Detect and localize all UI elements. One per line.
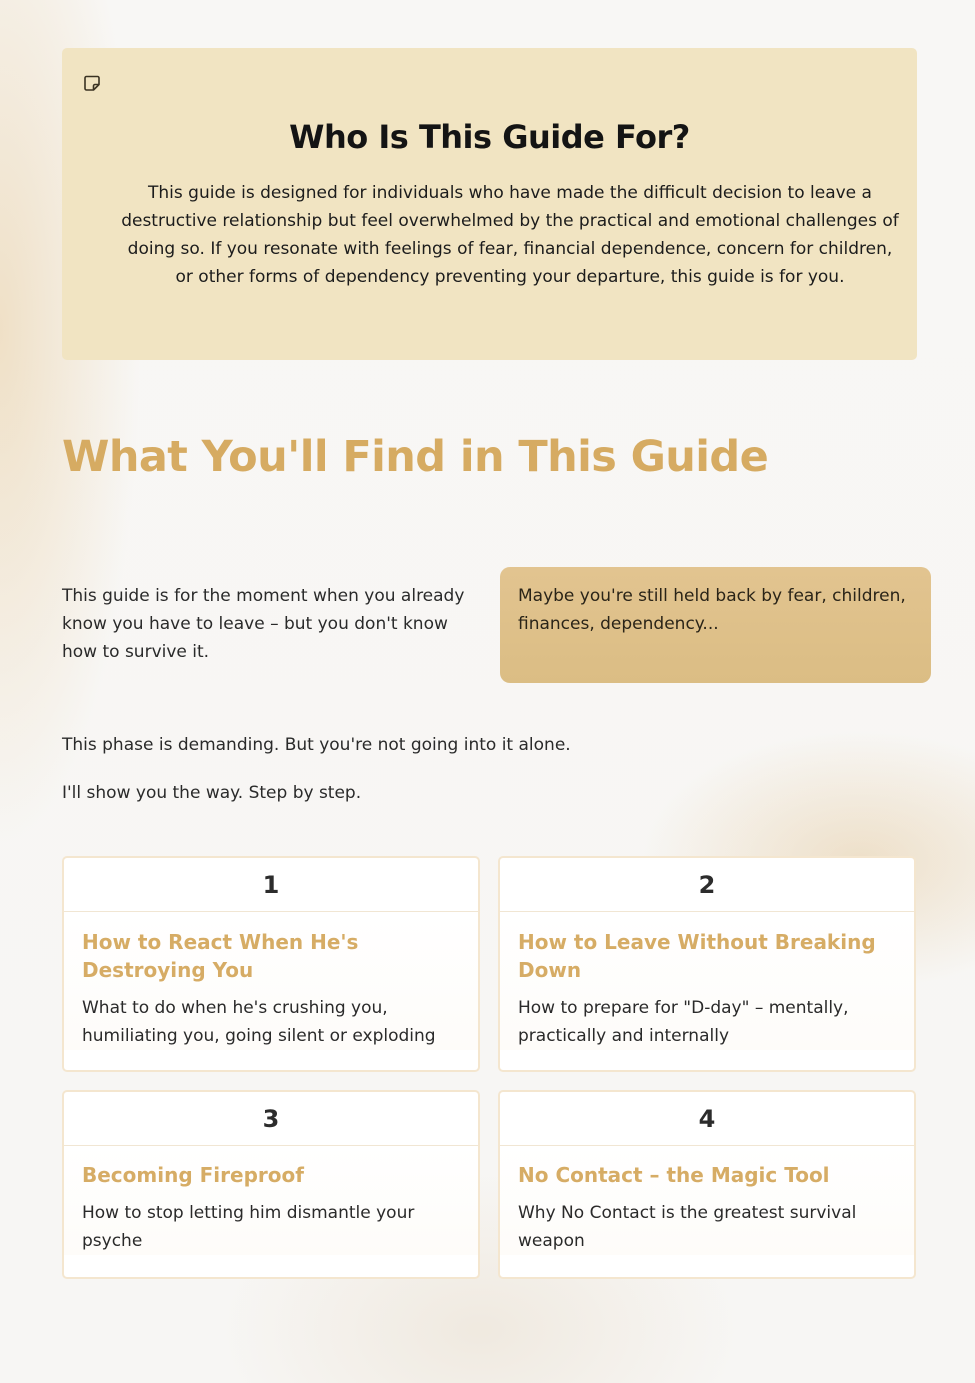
chapter-number: 2 xyxy=(500,858,914,912)
chapter-description: What to do when he's crushing you, humiliating you, going silent or exploding xyxy=(82,998,436,1046)
intro-text: This guide is for the moment when you already know you have to leave – but you don't know how to survive it. xyxy=(62,586,465,662)
chapter-number: 3 xyxy=(64,1092,478,1146)
chapter-title: How to React When He's Destroying You xyxy=(82,930,359,982)
chapter-number: 4 xyxy=(500,1092,914,1146)
chapter-number: 1 xyxy=(64,858,478,912)
section-title: What You'll Find in This Guide xyxy=(62,432,769,482)
chapter-card-4 xyxy=(498,1090,916,1279)
sticky-note-icon xyxy=(83,74,101,92)
highlight-box xyxy=(500,567,931,683)
chapter-description: How to stop letting him dismantle your psyche xyxy=(82,1203,415,1251)
encouragement-line: This phase is demanding. But you're not going into it alone. xyxy=(62,735,571,755)
chapter-title: No Contact – the Magic Tool xyxy=(518,1163,830,1187)
callout-title: Who Is This Guide For? xyxy=(289,118,690,156)
chapter-card-2 xyxy=(498,856,916,1072)
callout-text: This guide is designed for individuals who have made the difficult decision to leave a destructive relationship but feel overwhelmed by the practical and emotional challenges of doing so. If you resonate with feelings of fear, financial dependence, concern for children, or other forms of dependency preventing your departure, this guide is for you. xyxy=(121,183,899,287)
chapter-title: Becoming Fireproof xyxy=(82,1163,304,1187)
chapter-title: How to Leave Without Breaking Down xyxy=(518,930,876,982)
chapter-card-3 xyxy=(62,1090,480,1279)
chapter-description: How to prepare for "D-day" – mentally, practically and internally xyxy=(518,998,849,1046)
highlight-text: Maybe you're still held back by fear, children, finances, dependency... xyxy=(518,586,906,634)
intro-callout xyxy=(62,48,917,360)
guidance-line: I'll show you the way. Step by step. xyxy=(62,783,362,803)
chapter-card-1 xyxy=(62,856,480,1072)
chapter-description: Why No Contact is the greatest survival weapon xyxy=(518,1203,857,1251)
